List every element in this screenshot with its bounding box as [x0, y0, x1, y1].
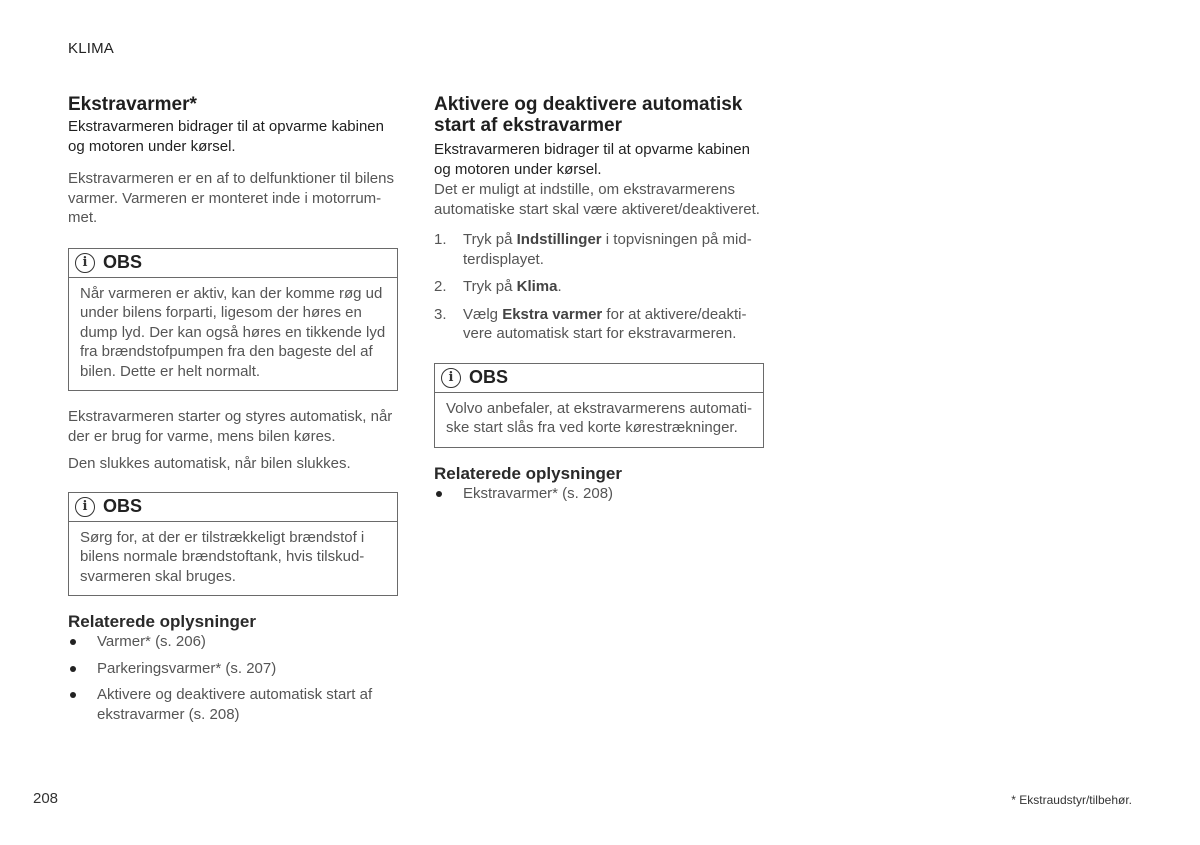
related-heading: Relaterede oplysninger [434, 463, 623, 483]
note-box [68, 492, 398, 597]
step-number: 2. [434, 278, 447, 295]
step-item [434, 277, 766, 297]
step-number: 1. [434, 231, 447, 248]
info-icon: i [441, 368, 461, 388]
info-icon: i [75, 253, 95, 273]
step-text: Tryk på Indstillinger i topvisningen på mid-terdisplayet. [463, 231, 752, 268]
info-icon: i [75, 497, 95, 517]
note-text: Når varmeren er aktiv, kan der komme røg ud under bilens forparti, ligesom der høres en dump lyd. Der kan også høres en tikkende lyd fra brændstofpumpen fra den bageste del af bilen. Dette er helt normalt. [80, 284, 386, 380]
left-column [68, 94, 400, 724]
body-paragraph: Det er muligt at indstille, om ekstravarmerens automatiske start skal være aktiveret/deaktiveret. [434, 181, 760, 218]
related-list [68, 632, 400, 724]
related-link[interactable]: Aktivere og deaktivere automatisk start af ekstravarmer (s. 208) [68, 685, 400, 724]
step-number: 3. [434, 305, 447, 323]
body-paragraph: Ekstravarmeren er en af to delfunktioner til bilens varmer. Varmeren er monteret inde i motorrum-met. [68, 170, 394, 226]
related-list [434, 484, 766, 504]
right-column [434, 94, 766, 503]
body-paragraph: Den slukkes automatisk, når bilen slukkes. [68, 455, 351, 472]
step-text: Tryk på Klima. [463, 278, 562, 295]
section-header: KLIMA [68, 40, 115, 57]
steps-list [434, 230, 766, 344]
section-title: Aktivere og deaktivere automatisk start af ekstravarmer [434, 94, 743, 136]
note-header [435, 364, 763, 393]
menu-item-indstillinger: Indstillinger [516, 231, 602, 248]
note-title: OBS [469, 367, 509, 387]
body-paragraph: Ekstravarmeren starter og styres automatisk, når der er brug for varme, mens bilen køres. [68, 408, 393, 445]
note-text: Sørg for, at der er tilstrækkeligt brændstof i bilens normale brændstoftank, hvis tilskud-svarmeren skal bruges. [80, 528, 365, 585]
note-text: Volvo anbefaler, at ekstravarmerens automati-ske start slås fra ved korte kørestrækninger. [446, 399, 752, 436]
note-header [69, 249, 397, 278]
footnote: * Ekstraudstyr/tilbehør. [1011, 793, 1132, 807]
lead-text: Ekstravarmeren bidrager til at opvarme kabinen og motoren under kørsel. [434, 141, 750, 178]
note-box [68, 248, 398, 392]
related-link[interactable]: Ekstravarmer* (s. 208) [434, 484, 766, 504]
step-item [434, 230, 766, 269]
lead-text: Ekstravarmeren bidrager til at opvarme kabinen og motoren under kørsel. [68, 118, 384, 155]
note-title: OBS [103, 496, 143, 516]
related-heading: Relaterede oplysninger [68, 612, 257, 631]
step-text: Vælg Ekstra varmer for at aktivere/deakti-vere automatisk start for ekstravarmeren. [463, 305, 747, 342]
note-box [434, 363, 764, 448]
note-header [69, 493, 397, 522]
note-title: OBS [103, 252, 143, 272]
section-title: Ekstravarmer* [68, 94, 197, 115]
related-link[interactable]: Parkeringsvarmer* (s. 207) [68, 659, 400, 679]
menu-item-ekstra-varmer: Ekstra varmer [502, 305, 603, 323]
related-link[interactable]: Varmer* (s. 206) [68, 632, 400, 652]
page-number: 208 [33, 790, 59, 807]
menu-item-klima: Klima [516, 278, 558, 295]
step-item [434, 305, 766, 344]
